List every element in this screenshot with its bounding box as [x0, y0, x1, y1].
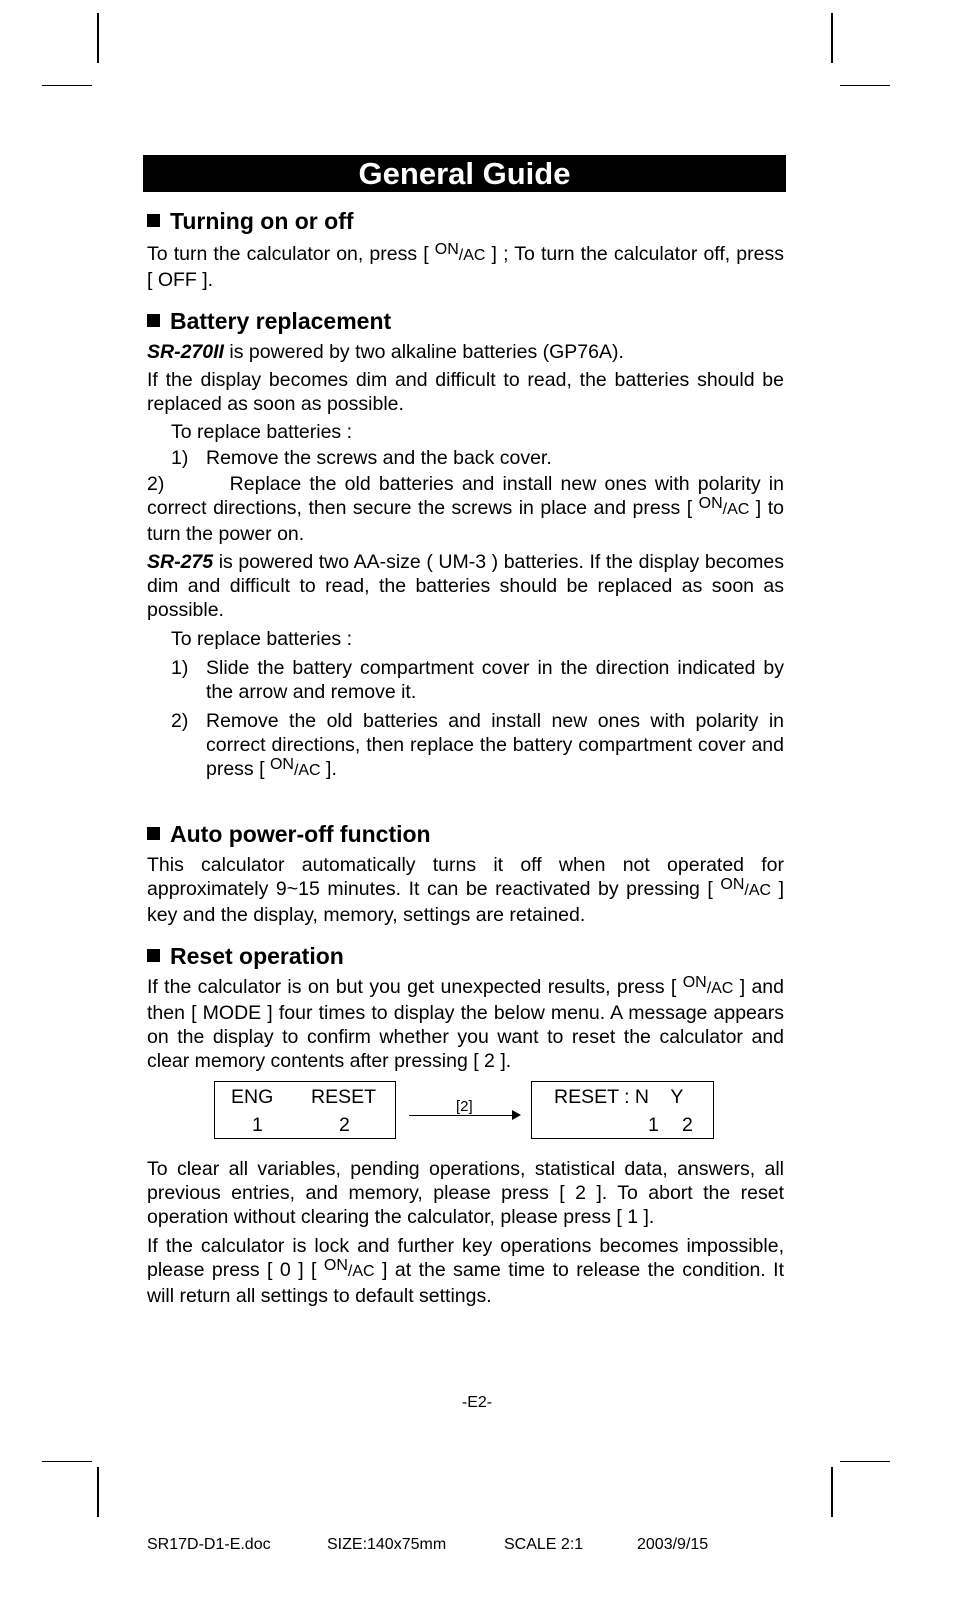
- menu-eng-label: ENG: [231, 1086, 274, 1108]
- menu-reset-label: RESET: [311, 1086, 377, 1108]
- arrow-label: [2]: [456, 1098, 473, 1115]
- to-replace-label: To replace batteries :: [171, 628, 353, 650]
- page-content: [147, 155, 790, 1308]
- section-heading-turning: Turning on or off: [147, 206, 784, 236]
- square-bullet-icon: [147, 214, 160, 227]
- reset-menu-diagram: [147, 1081, 784, 1143]
- confirm-display-box: [531, 1081, 714, 1139]
- reset-text: If the calculator is on but you get unexpected results, press [ $^{ON}$/AC ] and then [ MODE ] four times to display the below menu. A message appears on the display to confirm whether you want to reset the calculator and clear memory contents after pressing [ 2 ].: [147, 974, 784, 1072]
- square-bullet-icon: [147, 949, 160, 962]
- crop-mark: [42, 85, 92, 86]
- section-heading-battery: Battery replacement: [147, 306, 784, 336]
- battery-dim-text: If the display becomes dim and difficult to read, the batteries should be replaced as soon as possible.: [147, 369, 784, 415]
- menu-num: 1: [252, 1114, 263, 1136]
- footer-date: 2003/9/15: [637, 1536, 709, 1553]
- crop-mark: [840, 85, 890, 86]
- list-item: 2) Remove the old batteries and install new ones with polarity in correct directions, then replace the battery compartment cover and press [ $^{ON}$/AC ].: [171, 710, 784, 780]
- footer-file: SR17D-D1-E.doc: [147, 1536, 271, 1553]
- on-ac-key: $^{ON}$/AC: [682, 974, 734, 997]
- crop-mark: [831, 1467, 833, 1517]
- section-heading-auto: Auto power-off function: [147, 819, 784, 849]
- square-bullet-icon: [147, 827, 160, 840]
- footer-scale: SCALE 2:1: [504, 1536, 584, 1553]
- confirm-num: 2: [682, 1114, 693, 1136]
- battery-step2-text: 2) Replace the old batteries and install new ones with polarity in correct directions, then secure the screws in place and press [ $^{ON}$/AC ] to turn the power on.: [147, 473, 790, 545]
- crop-mark: [97, 13, 99, 63]
- battery-model1-text: SR-270II is powered by two alkaline batteries (GP76A).: [147, 341, 624, 363]
- on-ac-key: $^{ON}$/AC: [269, 756, 321, 779]
- arrow-right-icon: [409, 1115, 519, 1116]
- page-title: General Guide: [143, 155, 786, 192]
- menu-num: 2: [339, 1114, 350, 1136]
- square-bullet-icon: [147, 314, 160, 327]
- page-number: -E2-: [461, 1394, 493, 1411]
- footer-size: SIZE:140x75mm: [327, 1536, 447, 1553]
- on-ac-key: $^{ON}$/AC: [720, 876, 772, 899]
- crop-mark: [840, 1461, 890, 1462]
- confirm-num: 1: [648, 1114, 659, 1136]
- crop-mark: [42, 1461, 92, 1462]
- confirm-label: RESET : N Y: [554, 1086, 684, 1108]
- menu-display-box: [214, 1081, 396, 1139]
- to-replace-label: To replace batteries :: [171, 421, 353, 443]
- reset-lock-text: If the calculator is lock and further key operations becomes impossible, please press [ 0 ] [ $^{ON}$/AC ] at the same time to release the condition. It will return all settings to default settings.: [147, 1235, 784, 1307]
- auto-text: This calculator automatically turns it off when not operated for approximately 9~15 minutes. It can be reactivated by pressing [ $^{ON}$/AC ] key and the display, memory, settings are retained.: [147, 854, 784, 926]
- battery-model2-text: SR-275 is powered two AA-size ( UM-3 ) batteries. If the display becomes dim and difficult to read, the batteries should be replaced as soon as possible.: [147, 551, 784, 621]
- list-item: 1) Slide the battery compartment cover in the direction indicated by the arrow and remove it.: [171, 657, 784, 703]
- section-heading-reset: Reset operation: [147, 941, 784, 971]
- list-item: 1) Remove the screws and the back cover.: [171, 447, 552, 469]
- crop-mark: [831, 13, 833, 63]
- crop-mark: [97, 1467, 99, 1517]
- on-ac-key: $^{ON}$/AC: [323, 1257, 375, 1280]
- on-ac-key: $^{ON}$/AC: [434, 241, 486, 264]
- on-ac-key: $^{ON}$/AC: [698, 495, 750, 518]
- reset-clear-text: To clear all variables, pending operations, statistical data, answers, all previous entries, and memory, please press [ 2 ]. To abort the reset operation without clearing the calculator, please press [ 1 ].: [147, 1158, 784, 1228]
- turning-text: To turn the calculator on, press [ $^{ON}$/AC ] ; To turn the calculator off, press [ OFF ].: [147, 241, 784, 291]
